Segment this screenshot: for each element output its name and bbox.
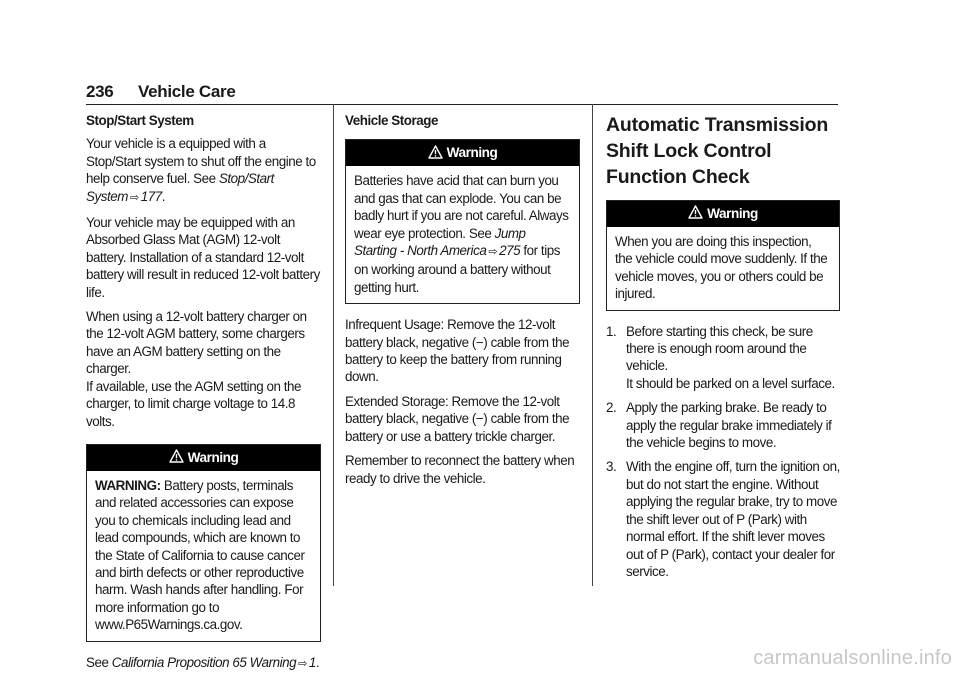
warning-box (345, 139, 580, 304)
step-number: 1. (606, 323, 617, 339)
section-title: Vehicle Care (138, 82, 236, 101)
warning-body (87, 471, 320, 641)
warning-text: Battery posts, terminals and related accessories can expose you to chemicals including lead and lead compounds, which are known to the State of California to cause cancer and birth defects or other reproductive harm. Wash hands after handling. For more information go to www.P65Warnings.ca.gov. (95, 477, 305, 633)
warning-header (346, 140, 579, 166)
warning-header (607, 201, 839, 227)
warning-title: Warning (187, 449, 239, 465)
text: Before starting this check, be sure there is enough room around the vehicle. (626, 323, 813, 374)
warning-text: for tips on working around a battery without getting hurt. (354, 243, 560, 295)
warning-body (346, 166, 579, 303)
warning-icon (688, 205, 703, 219)
column-divider (333, 104, 334, 586)
warning-label: WARNING: (95, 477, 161, 493)
step-text: Apply the parking brake. Be ready to apply the regular brake immediately if the vehicle begins to move. (626, 400, 832, 451)
column-shift-lock (606, 112, 840, 587)
column-stop-start (86, 112, 321, 680)
warning-header (87, 445, 320, 471)
paragraph: Infrequent Usage: Remove the 12-volt battery black, negative (−) cable from the battery to keep the battery from running down. (345, 317, 570, 385)
steps-list (606, 323, 840, 581)
warning-body: When you are doing this inspection, the vehicle could move suddenly. If the vehicle moves, you or others could be injured. (615, 234, 828, 302)
list-item (606, 399, 840, 451)
page-arrow-icon: ⇨ (129, 191, 139, 204)
warning-title: Warning (707, 206, 758, 221)
warning-text: Batteries have acid that can burn you and gas that can explode. You can be badly hurt if you are not careful. Always wear eye protection. See (354, 173, 569, 241)
page-arrow-icon: ⇨ (298, 657, 307, 670)
paragraph: Your vehicle may be equipped with an Absorbed Glass Mat (AGM) 12-volt battery. Installation of a standard 12-volt battery will result in reduced 12-volt battery life. (86, 215, 320, 300)
paragraph: When using a 12-volt battery charger on the 12-volt AGM battery, some chargers have an AGM battery setting on the charger. (86, 309, 307, 377)
text: It should be parked on a level surface. (626, 375, 835, 391)
warning-box (86, 444, 321, 642)
page-reference[interactable]: 275 (499, 243, 521, 259)
step-text (626, 323, 840, 393)
list-item (606, 458, 840, 580)
warning-title: Warning (446, 145, 498, 161)
step-number: 2. (606, 400, 617, 416)
warning-icon (169, 449, 184, 463)
paragraph: Remember to reconnect the battery when ready to drive the vehicle. (345, 453, 575, 486)
warning-box (606, 200, 840, 311)
column-divider (592, 104, 593, 586)
text: Your vehicle is a equipped with a Stop/Start system to shut off the engine to help conserve fuel. See (86, 136, 316, 187)
section-heading: Automatic Transmission Shift Lock Control Function Check (606, 114, 829, 188)
subheading: Stop/Start System (86, 113, 194, 128)
step-number: 3. (606, 459, 617, 475)
text: . (315, 654, 320, 670)
text: . (161, 188, 166, 204)
subheading: Vehicle Storage (345, 113, 438, 128)
paragraph: If available, use the AGM setting on the charger, to limit charge voltage to 14.8 volts. (86, 378, 301, 429)
warning-icon (428, 145, 443, 159)
paragraph (86, 654, 321, 673)
text: See (86, 654, 112, 670)
cross-reference-link[interactable]: Jump Starting - North America (354, 225, 526, 259)
page-number: 236 (86, 82, 114, 101)
watermark: carmanualsonline.info (753, 647, 952, 669)
column-vehicle-storage (345, 112, 580, 494)
page-header (86, 82, 838, 105)
paragraph: Extended Storage: Remove the 12-volt battery black, negative (−) cable from the battery or use a battery trickle charger. (345, 393, 570, 444)
cross-reference-link[interactable]: Stop/Start System (86, 171, 274, 204)
page-arrow-icon: ⇨ (488, 246, 498, 259)
page-reference[interactable]: 1 (308, 654, 316, 670)
paragraph (86, 135, 321, 207)
list-item (606, 323, 840, 393)
cross-reference-link[interactable]: California Proposition 65 Warning (111, 654, 297, 670)
page-reference[interactable]: 177 (140, 188, 162, 204)
step-text: With the engine off, turn the ignition on, but do not start the engine. Without applying the regular brake, try to move the shift lever out of P (Park) with normal effort. If the shift lever moves out of P (Park), contact your dealer for service. (626, 459, 840, 579)
